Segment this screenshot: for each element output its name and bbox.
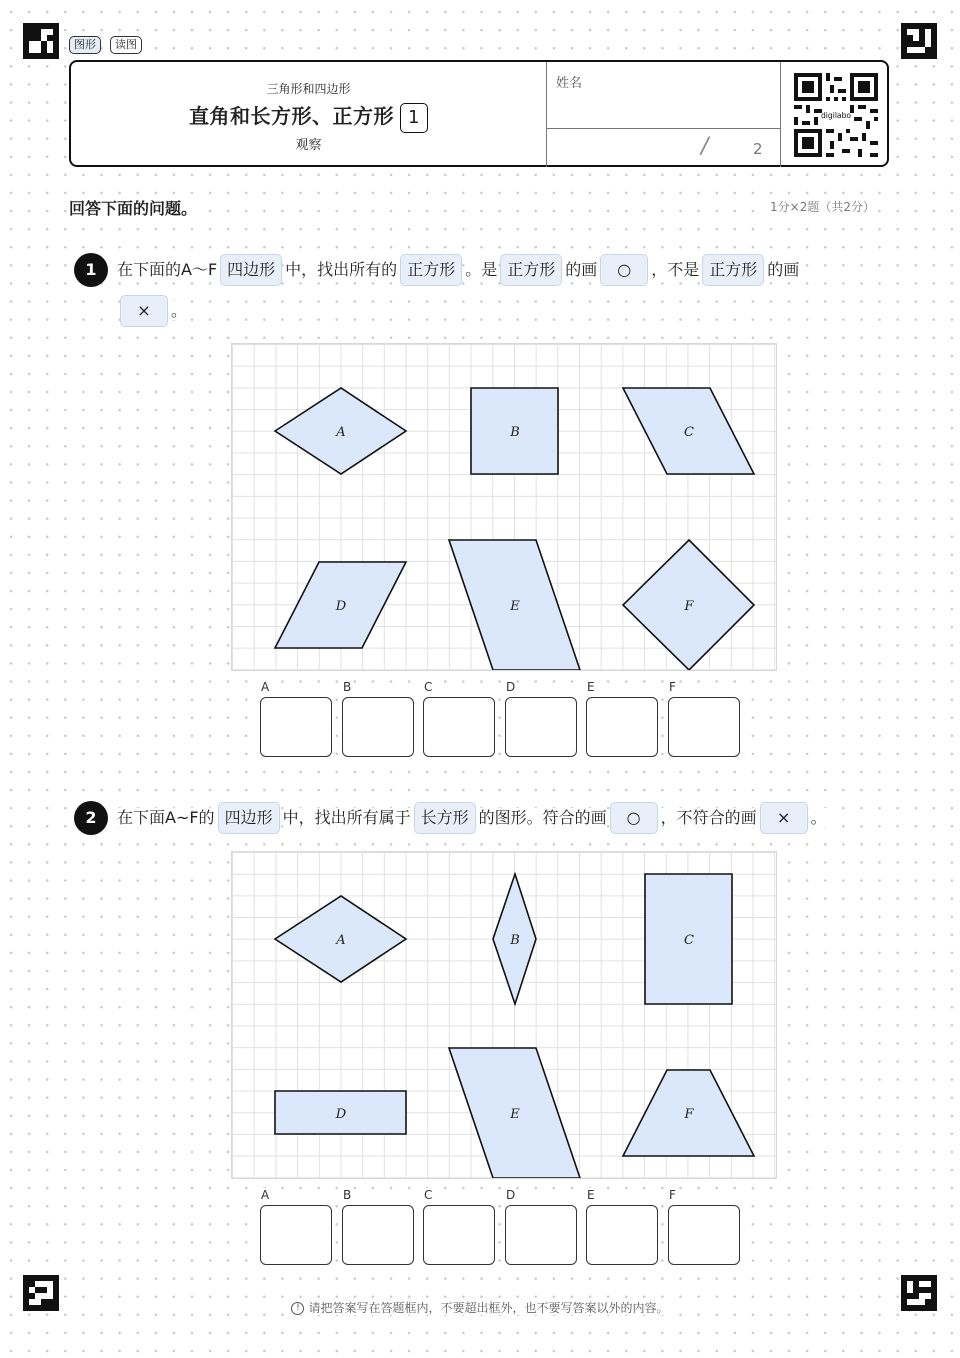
highlight-quadrilateral: 四边形	[220, 254, 282, 286]
answer-box-q2-a[interactable]	[260, 1205, 332, 1265]
circle-mark-symbol: ○	[600, 254, 648, 286]
shape-label: E	[510, 1107, 520, 1122]
shape-label: E	[510, 599, 520, 614]
cross-mark-symbol: ×	[760, 802, 808, 834]
title-number-badge: 1	[400, 103, 428, 133]
qr-code-icon	[794, 73, 878, 157]
shape-label: F	[684, 1107, 694, 1122]
q1-text-part: ，不是	[651, 260, 700, 279]
answer-label: F	[669, 1188, 676, 1202]
footer-note	[0, 1299, 960, 1316]
shape-label: C	[684, 933, 694, 948]
shape-label: F	[684, 599, 694, 614]
q2-text-part: 中，找出所有属于	[282, 808, 411, 827]
tag-read-figure: 读图	[110, 36, 142, 54]
answer-label: C	[424, 1188, 433, 1202]
q2-text-part: ，不符合的画	[660, 808, 757, 827]
answer-box-q2-b[interactable]	[342, 1205, 414, 1265]
q1-text-part: 。	[171, 301, 188, 320]
q1-text-part: 的画	[767, 260, 800, 279]
footer-text: 请把答案写在答题框内，不要超出框外，也不要写答案以外的内容。	[308, 1301, 669, 1315]
q2-text-part: 的图形。符合的画	[478, 808, 607, 827]
circle-mark-symbol: ○	[610, 802, 658, 834]
answer-box-q1-f[interactable]	[668, 697, 740, 757]
question-2-text	[117, 800, 827, 836]
q1-text-part: 。是	[465, 260, 498, 279]
question-1-text	[117, 252, 799, 288]
tag-shape: 图形	[69, 36, 101, 54]
answer-box-q2-c[interactable]	[423, 1205, 495, 1265]
corner-marker-top-left	[23, 23, 59, 59]
worksheet-title	[71, 100, 546, 133]
answer-label: E	[587, 680, 595, 694]
unit-subtitle: 三角形和四边形	[266, 82, 351, 96]
shape-label: C	[684, 425, 694, 440]
highlight-square: 正方形	[702, 254, 764, 286]
answer-box-q1-a[interactable]	[260, 697, 332, 757]
shape-label: B	[510, 425, 520, 440]
shapes-q2	[232, 852, 776, 1178]
answer-box-q2-e[interactable]	[586, 1205, 658, 1265]
cross-mark-symbol: ×	[120, 295, 168, 327]
answer-box-q2-d[interactable]	[505, 1205, 577, 1265]
answer-label: C	[424, 680, 433, 694]
instruction-text: 回答下面的问题。	[69, 196, 197, 219]
topic-label: 观察	[295, 138, 322, 153]
shape-grid-q1	[231, 343, 777, 671]
divider	[780, 62, 781, 167]
highlight-rectangle: 长方形	[414, 802, 476, 834]
divider	[546, 128, 780, 129]
question-number-1: 1	[74, 253, 108, 287]
highlight-quadrilateral: 四边形	[218, 802, 280, 834]
name-field-label: 姓名	[556, 76, 583, 91]
question-1-text-line2	[117, 293, 187, 329]
svg-text:digilabo: digilabo	[820, 110, 852, 120]
title-text: 直角和长方形、正方形	[189, 104, 394, 128]
q1-text-part: 中，找出所有的	[285, 260, 398, 279]
answer-label: E	[587, 1188, 595, 1202]
question-number-2: 2	[74, 801, 108, 835]
answer-box-q1-d[interactable]	[505, 697, 577, 757]
q2-text-part: 在下面A~F的	[117, 808, 215, 827]
shape-label: D	[335, 1107, 347, 1122]
answer-label: D	[506, 1188, 516, 1202]
answer-label: B	[343, 1188, 352, 1202]
answer-label: D	[506, 680, 516, 694]
q1-text-part: 的画	[565, 260, 598, 279]
highlight-square: 正方形	[500, 254, 562, 286]
answer-label: B	[343, 680, 352, 694]
shape-label: D	[335, 599, 347, 614]
shapes-q1	[232, 344, 776, 670]
divider	[546, 62, 547, 167]
shape-label: A	[336, 425, 346, 440]
score-total: 2	[753, 140, 763, 158]
q1-text-part: 在下面的A～F	[117, 260, 218, 279]
answer-box-q1-e[interactable]	[586, 697, 658, 757]
corner-marker-top-right	[901, 23, 937, 59]
answer-box-q1-b[interactable]	[342, 697, 414, 757]
score-slash: /	[701, 134, 709, 159]
score-info: 1分×2题（共2分）	[770, 200, 875, 214]
worksheet-header	[69, 60, 889, 167]
answer-label: A	[261, 1188, 270, 1202]
answer-label: F	[669, 680, 676, 694]
info-icon: !	[291, 1302, 304, 1315]
answer-label: A	[261, 680, 270, 694]
answer-box-q2-f[interactable]	[668, 1205, 740, 1265]
answer-box-q1-c[interactable]	[423, 697, 495, 757]
shape-grid-q2	[231, 851, 777, 1179]
highlight-square: 正方形	[400, 254, 462, 286]
shape-label: B	[510, 933, 520, 948]
q2-text-part: 。	[810, 808, 827, 827]
shape-label: A	[336, 933, 346, 948]
